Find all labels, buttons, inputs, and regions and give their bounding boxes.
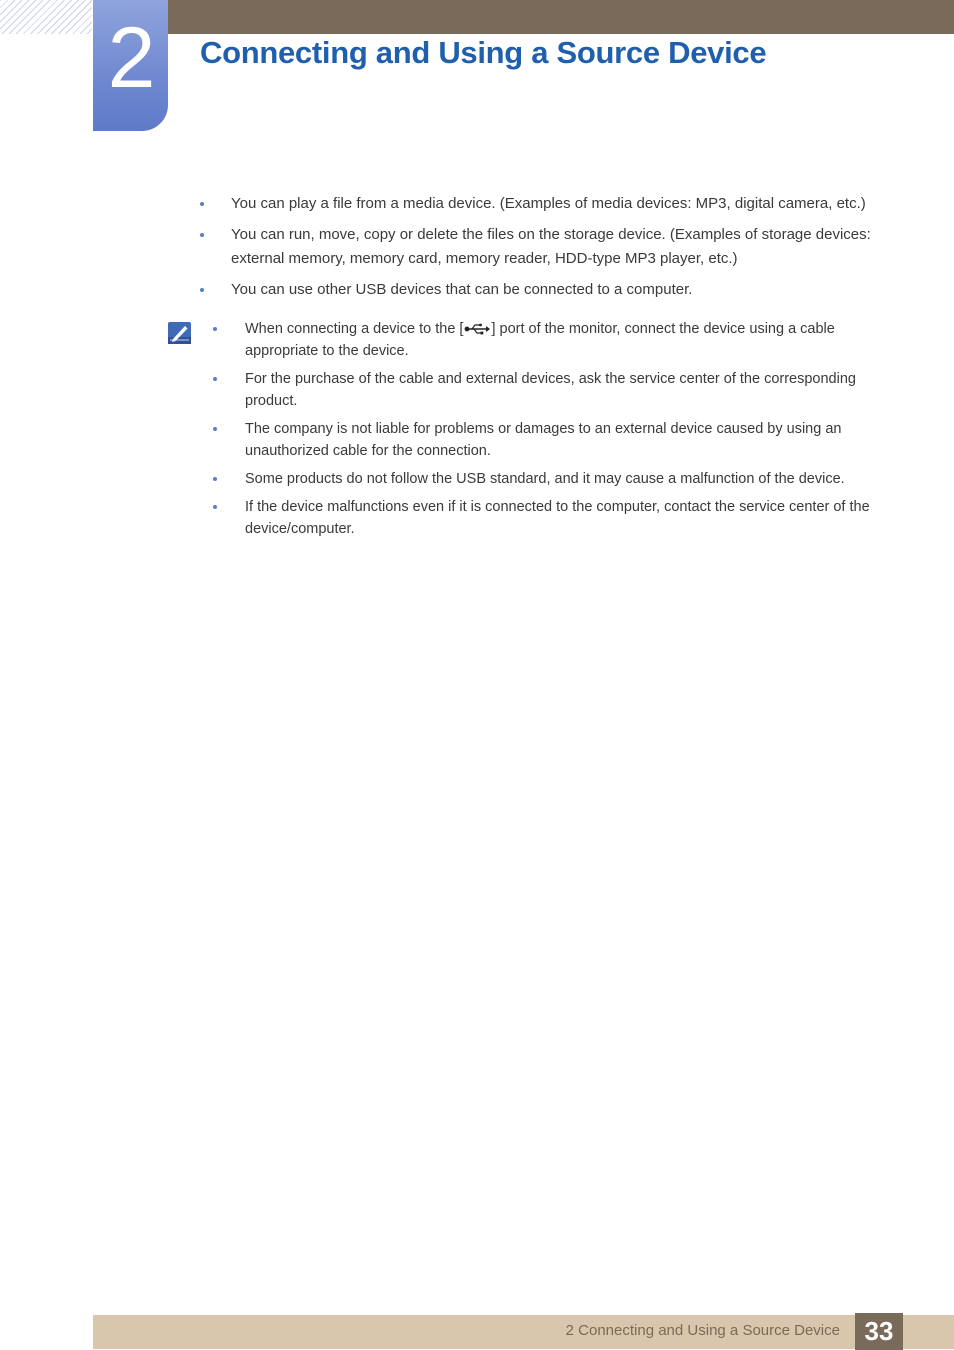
note-item-text-start: When connecting a device to the [ [245,321,464,337]
page-number: 33 [855,1313,903,1350]
note-item [213,318,893,362]
note-item [213,368,893,412]
bullet-icon [213,427,217,431]
feature-list [200,192,900,309]
note-item-text-end: ] port of the monitor, connect the device using a cable appropriate to the device. [245,321,835,359]
bullet-icon [200,288,204,292]
bullet-icon [213,327,217,331]
note-item [213,496,893,540]
note-item-text: If the device malfunctions even if it is connected to the computer, contact the service center of the device/computer. [245,499,870,537]
list-item [200,278,900,302]
list-item-text: You can run, move, copy or delete the files on the storage device. (Examples of storage devices: external memory, memory card, memory reader, HDD-type MP3 player, etc.) [231,226,871,267]
list-item [200,223,900,271]
list-item-text: You can use other USB devices that can be connected to a computer. [231,281,693,298]
bullet-icon [200,233,204,237]
note-list [213,318,893,546]
list-item-text: You can play a file from a media device. (Examples of media devices: MP3, digital camera, etc.) [231,195,866,212]
chapter-number: 2 [107,10,154,106]
note-item-text: Some products do not follow the USB standard, and it may cause a malfunction of the device. [245,471,845,487]
bullet-icon [200,202,204,206]
usb-icon [464,323,490,335]
bullet-icon [213,477,217,481]
footer-chapter-label: 2 Connecting and Using a Source Device [565,1322,840,1339]
header-bar [168,0,954,34]
list-item [200,192,900,216]
header-hatch-decoration [0,0,92,34]
bullet-icon [213,505,217,509]
note-item-text: For the purchase of the cable and external devices, ask the service center of the corresponding product. [245,371,856,409]
note-pencil-icon [168,321,192,345]
note-item [213,418,893,462]
bullet-icon [213,377,217,381]
note-item-text: The company is not liable for problems or damages to an external device caused by using an unauthorized cable for the connection. [245,421,842,459]
chapter-title: Connecting and Using a Source Device [200,35,767,70]
note-item [213,468,893,490]
